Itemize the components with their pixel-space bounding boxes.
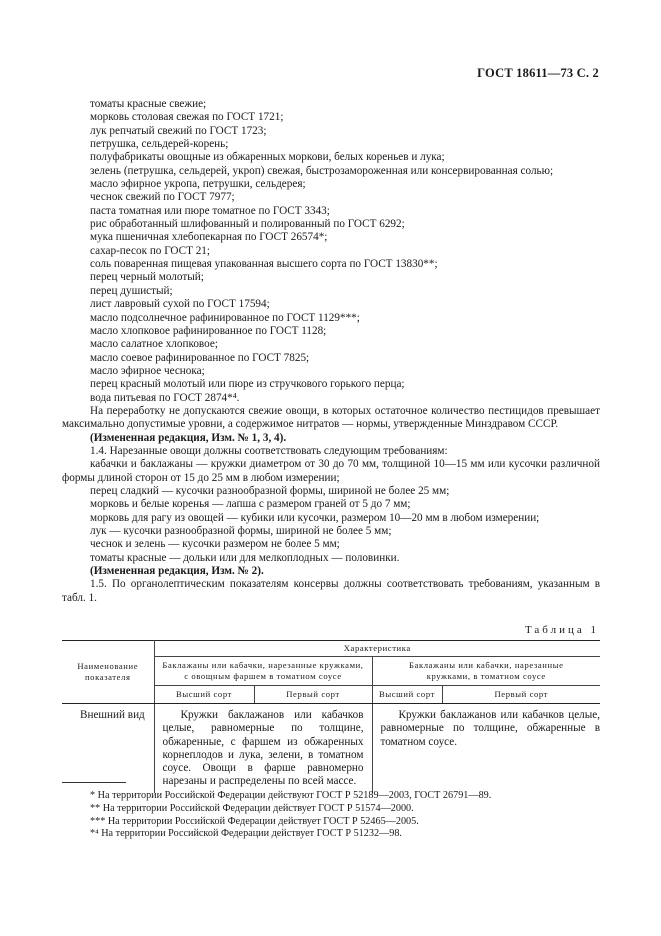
body-line: томаты красные — дольки или для мелкоплодных — половинки. — [90, 551, 400, 564]
grade-first-1: Первый сорт — [254, 686, 372, 704]
cell-group2: Кружки баклажанов или кабачков целые, равномерные по толщине, обжаренные в томатном соусе. — [380, 709, 601, 748]
body-line: соль поваренная пищевая упакованная высшего сорта по ГОСТ 13830**; — [90, 258, 438, 271]
body-line: чеснок и зелень — кусочки размером не более 5 мм; — [90, 538, 340, 551]
body-line: томаты красные свежие; — [90, 98, 207, 110]
body-line: лук репчатый свежий по ГОСТ 1723; — [90, 124, 267, 137]
group1-header: Баклажаны или кабачки, нарезанные кружками, с овощным фаршем в томатном соусе — [154, 657, 372, 686]
characteristic-header: Характеристика — [154, 641, 600, 657]
body-line: перец душистый; — [90, 284, 173, 297]
body-line: перец сладкий — кусочки разнообразной формы, шириной не более 25 мм; — [90, 484, 450, 497]
body-line: На переработку не допускаются свежие овощи, в которых остаточное количество пестицидов превышает максимально допустимые уровни, а содержимое нитратов — нормы, утвержденные Минздравом СССР. — [62, 404, 600, 431]
body-line: перец черный молотый; — [90, 271, 204, 284]
body-line: масло хлопковое рафинированное по ГОСТ 1128; — [90, 324, 327, 337]
footnotes — [62, 790, 600, 841]
body-line: (Измененная редакция, Изм. № 2). — [90, 565, 264, 578]
body-line: кабачки и баклажаны — кружки диаметром от 30 до 70 мм, толщиной 10—15 мм или кусочки различной формы длиной сторон от 15 до 25 мм в любом измерении; — [62, 458, 600, 484]
body-line: масло соевое рафинированное по ГОСТ 7825; — [90, 351, 310, 364]
body-line: масло салатное хлопковое; — [90, 338, 218, 351]
indicator-header: Наименование показателя — [62, 641, 154, 704]
footnote-separator — [62, 782, 126, 783]
table-row — [62, 704, 600, 793]
group2-header: Баклажаны или кабачки, нарезанные кружками, в томатном соусе — [372, 657, 600, 686]
body-line: (Измененная редакция, Изм. № 1, 3, 4). — [90, 431, 287, 444]
body-line: морковь и белые коренья — лапша с размером граней от 5 до 7 мм; — [90, 498, 411, 511]
body-line: лист лавровый сухой по ГОСТ 17594; — [90, 298, 270, 311]
grade-highest-2: Высший сорт — [372, 686, 442, 704]
table-1 — [62, 640, 600, 793]
body-line: масло эфирное чеснока; — [90, 364, 205, 377]
body-line: мука пшеничная хлебопекарная по ГОСТ 26574*; — [90, 231, 328, 244]
footnote: * На территории Российской Федерации действуют ГОСТ Р 52189—2003, ГОСТ 26791—89. — [90, 790, 492, 801]
grade-highest-1: Высший сорт — [154, 686, 254, 704]
body-line: 1.5. По органолептическим показателям консервы должны соответствовать требованиям, указанным в табл. 1. — [62, 578, 600, 604]
body-line: полуфабрикаты овощные из обжаренных моркови, белых кореньев и лука; — [90, 151, 445, 164]
body-line: петрушка, сельдерей-корень; — [90, 138, 229, 151]
body-line: морковь для рагу из овощей — кубики или кусочки, размером 10—20 мм в любом измерении; — [90, 511, 540, 524]
body-line: лук — кусочки разнообразной формы, шириной не более 5 мм; — [90, 525, 392, 537]
document-body — [62, 98, 600, 605]
footnote: *⁴ На территории Российской Федерации действует ГОСТ Р 51232—98. — [90, 828, 402, 840]
body-line: морковь столовая свежая по ГОСТ 1721; — [90, 111, 284, 124]
body-line: вода питьевая по ГОСТ 2874*⁴. — [90, 391, 240, 404]
body-line: 1.4. Нарезанные овощи должны соответствовать следующим требованиям: — [90, 444, 448, 457]
body-line: паста томатная или пюре томатное по ГОСТ 3343; — [90, 204, 330, 217]
footnote: *** На территории Российской Федерации действует ГОСТ Р 52465—2005. — [90, 815, 419, 827]
body-line: перец красный молотый или пюре из стручкового горького перца; — [90, 378, 405, 391]
row-indicator-name: Внешний вид — [62, 704, 154, 793]
body-line: чеснок свежий по ГОСТ 7977; — [90, 191, 235, 204]
cell-group1: Кружки баклажанов или кабачков целые, равномерные по толщине, обжаренные, с фаршем из обжаренных корнеплодов и лука, зелени, в томатном соусе. Овощи в фарше равномерно нарезаны и распределены по всей массе. — [154, 704, 372, 793]
footnote: ** На территории Российской Федерации действует ГОСТ Р 51574—2000. — [90, 802, 414, 814]
body-line: масло подсолнечное рафинированное по ГОСТ 1129***; — [90, 311, 360, 324]
grade-first-2: Первый сорт — [442, 686, 600, 704]
page-header: ГОСТ 18611—73 С. 2 — [477, 66, 599, 80]
body-line: масло эфирное укропа, петрушки, сельдерея; — [90, 178, 306, 191]
body-line: зелень (петрушка, сельдерей, укроп) свежая, быстрозамороженная или консервированная солью; — [90, 164, 554, 177]
body-line: сахар-песок по ГОСТ 21; — [90, 244, 210, 257]
table-caption: Таблица 1 — [524, 624, 599, 636]
body-line: рис обработанный шлифованный и полированный по ГОСТ 6292; — [90, 218, 405, 231]
